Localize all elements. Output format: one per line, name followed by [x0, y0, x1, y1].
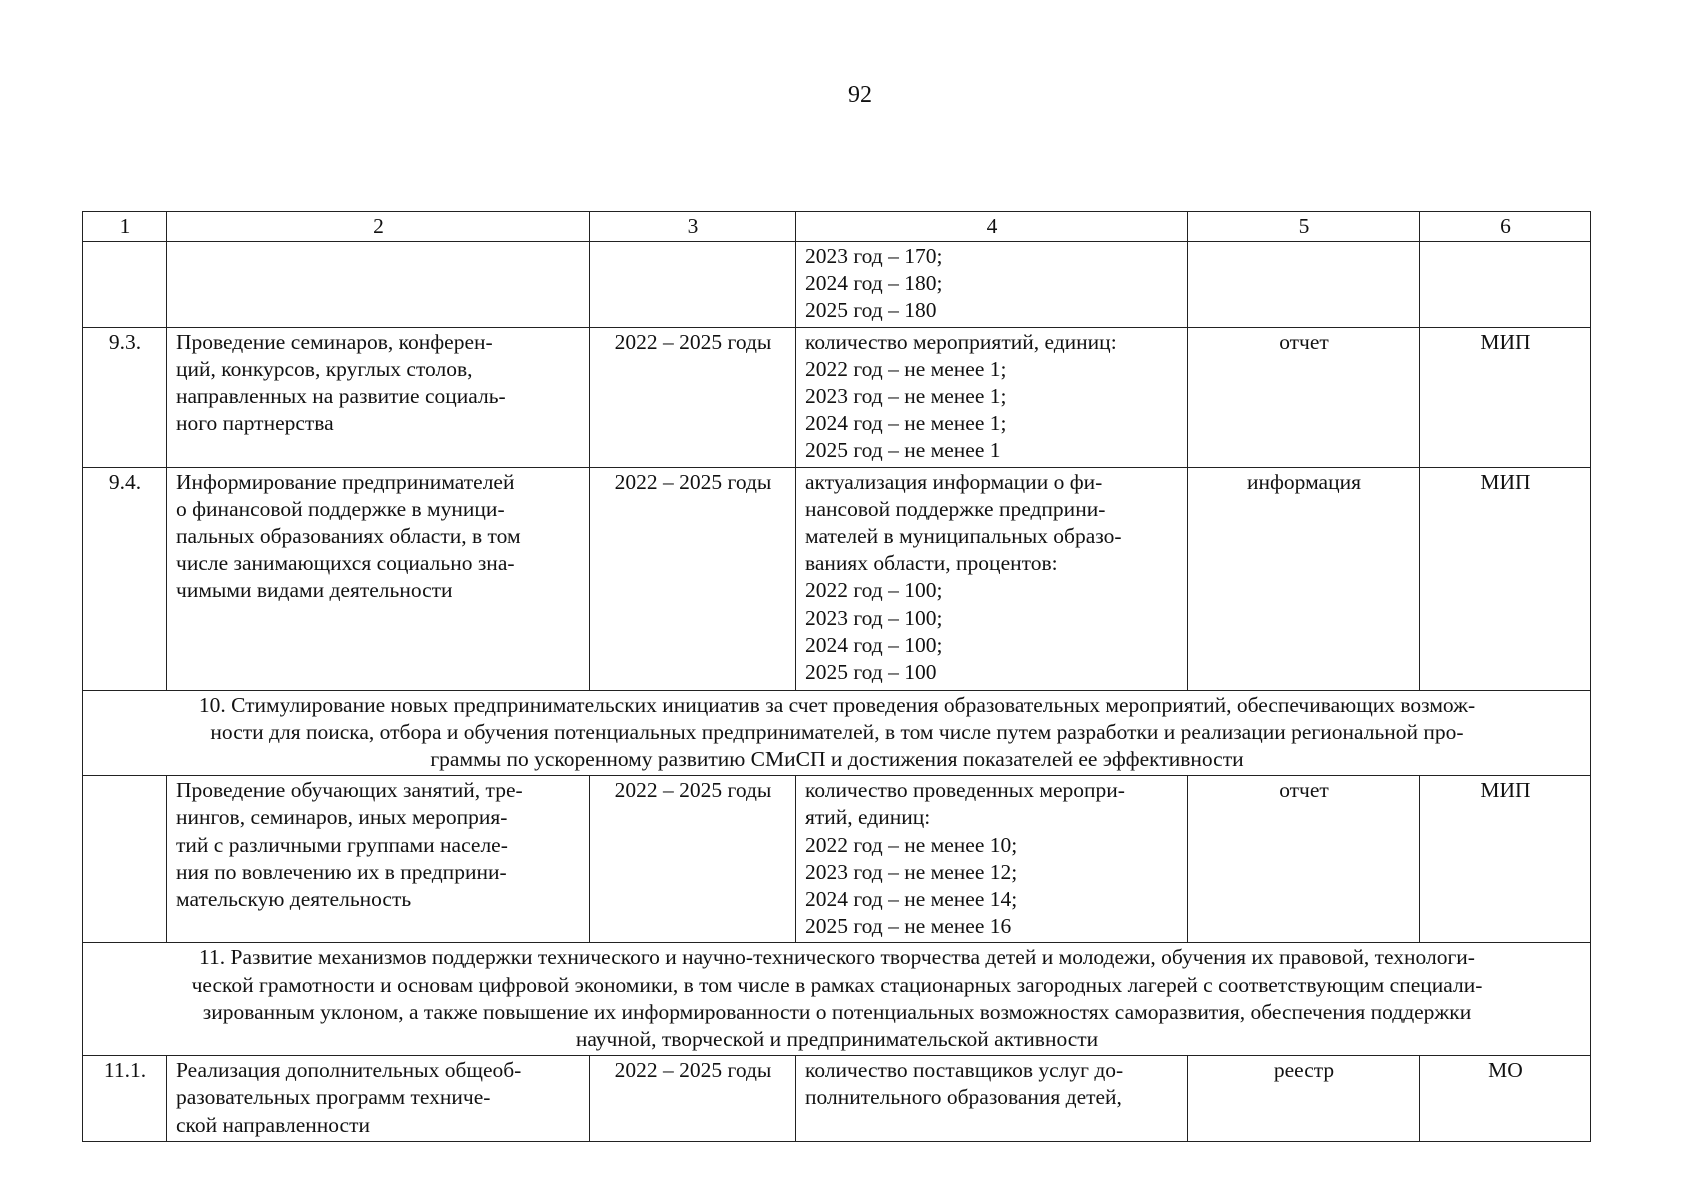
- row-indicator: количество поставщиков услуг до- полнительного образования детей,: [796, 1056, 1188, 1142]
- section-10-title: 10. Стимулирование новых предпринимательских инициатив за счет проведения образовательных мероприятий, обеспечивающих возмож- ности для поиска, отбора и обучения потенциальных предпринимателей, в том числе путем разработки и реализации региональной про- граммы по ускоренному развитию СМиСП и достижения показателей ее эффективности: [83, 690, 1591, 776]
- row-report-form: отчет: [1188, 776, 1420, 943]
- row-period: 2022 – 2025 годы: [590, 776, 796, 943]
- column-number-row: [83, 212, 1591, 242]
- row-measure: [167, 242, 590, 328]
- row-period: [590, 242, 796, 328]
- row-report-form: [1188, 242, 1420, 328]
- row-measure: Реализация дополнительных общеоб- разовательных программ техниче- ской направленности: [167, 1056, 590, 1142]
- row-report-form: реестр: [1188, 1056, 1420, 1142]
- column-header-1: 1: [83, 212, 167, 242]
- column-header-5: 5: [1188, 212, 1420, 242]
- row-number: 9.3.: [83, 327, 167, 467]
- table-row: [83, 776, 1591, 943]
- column-header-6: 6: [1420, 212, 1591, 242]
- row-period: 2022 – 2025 годы: [590, 327, 796, 467]
- measures-table: [82, 211, 1591, 1142]
- column-header-3: 3: [590, 212, 796, 242]
- row-period: 2022 – 2025 годы: [590, 1056, 796, 1142]
- row-report-form: отчет: [1188, 327, 1420, 467]
- row-number: 9.4.: [83, 467, 167, 690]
- table-row: [83, 327, 1591, 467]
- row-number: [83, 776, 167, 943]
- table-row: [83, 242, 1591, 328]
- column-header-4: 4: [796, 212, 1188, 242]
- row-measure: Информирование предпринимателей о финансовой поддержке в муници- пальных образованиях области, в том числе занимающихся социально зна- чимыми видами деятельности: [167, 467, 590, 690]
- row-executor: МИП: [1420, 327, 1591, 467]
- row-report-form: информация: [1188, 467, 1420, 690]
- row-indicator: количество мероприятий, единиц: 2022 год – не менее 1; 2023 год – не менее 1; 2024 год – не менее 1; 2025 год – не менее 1: [796, 327, 1188, 467]
- row-executor: МИП: [1420, 776, 1591, 943]
- table-row: [83, 1056, 1591, 1142]
- row-measure: Проведение семинаров, конферен- ций, конкурсов, круглых столов, направленных на развитие социаль- ного партнерства: [167, 327, 590, 467]
- row-executor: МИП: [1420, 467, 1591, 690]
- table-row: [83, 467, 1591, 690]
- row-number: [83, 242, 167, 328]
- row-indicator: количество проведенных меропри- ятий, единиц: 2022 год – не менее 10; 2023 год – не менее 12; 2024 год – не менее 14; 2025 год – не менее 16: [796, 776, 1188, 943]
- row-indicator: 2023 год – 170; 2024 год – 180; 2025 год – 180: [796, 242, 1188, 328]
- section-11-title: 11. Развитие механизмов поддержки технического и научно-технического творчества детей и молодежи, обучения их правовой, технологи- ческой грамотности и основам цифровой экономики, в том числе в рамках стационарных загородных лагерей с соответствующим специали- зированным уклоном, а также повышение их информированности о потенциальных возможностях саморазвития, обеспечения поддержки научной, творческой и предпринимательской активности: [83, 943, 1591, 1056]
- page-number: 92: [848, 82, 872, 108]
- row-number: 11.1.: [83, 1056, 167, 1142]
- row-executor: МО: [1420, 1056, 1591, 1142]
- section-heading-row: [83, 690, 1591, 776]
- row-indicator: актуализация информации о фи- нансовой поддержке предприни- мателей в муниципальных образо- ваниях области, процентов: 2022 год – 100; 2023 год – 100; 2024 год – 100; 2025 год – 100: [796, 467, 1188, 690]
- row-executor: [1420, 242, 1591, 328]
- row-period: 2022 – 2025 годы: [590, 467, 796, 690]
- row-measure: Проведение обучающих занятий, тре- нингов, семинаров, иных мероприя- тий с различными группами населе- ния по вовлечению их в предприни- мательскую деятельность: [167, 776, 590, 943]
- section-heading-row: [83, 943, 1591, 1056]
- column-header-2: 2: [167, 212, 590, 242]
